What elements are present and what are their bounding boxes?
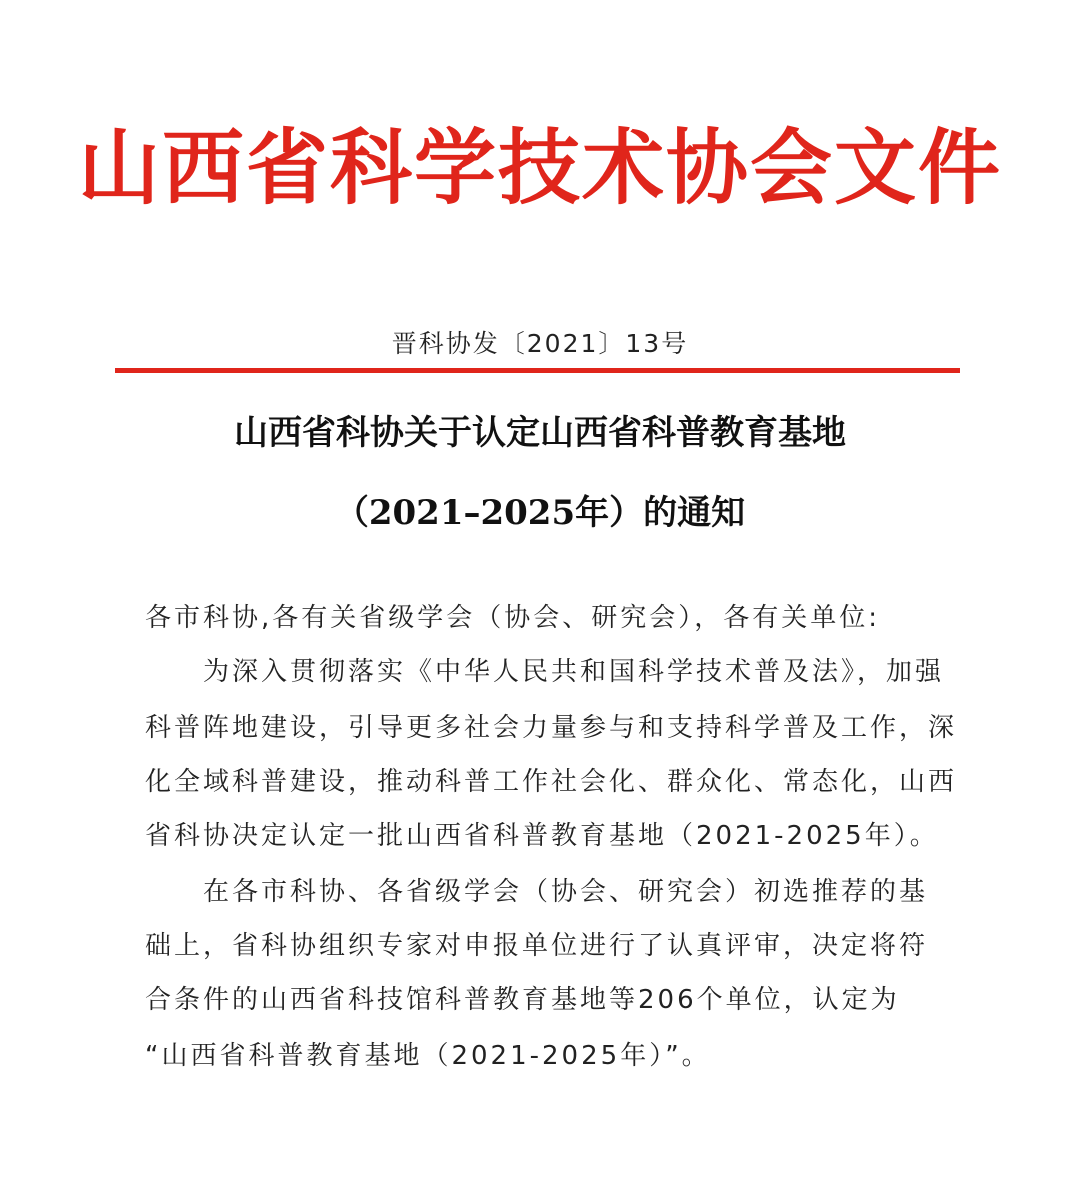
masthead-title: 山西省科学技术协会文件	[77, 120, 1002, 216]
notice-title-line-1: 山西省科协关于认定山西省科普教育基地	[234, 413, 846, 453]
paragraph-2-line-4: “山西省科普教育基地（2021-2025年）”。	[145, 1041, 711, 1071]
notice-title-line-2: （2021–2025年）的通知	[334, 493, 746, 533]
paragraph-2-line-3: 合条件的山西省科技馆科普教育基地等206个单位，认定为	[145, 985, 900, 1015]
paragraph-2-line-2: 础上，省科协组织专家对申报单位进行了认真评审，决定将符	[145, 931, 929, 961]
paragraph-1-line-3: 化全域科普建设，推动科普工作社会化、群众化、常态化，山西	[145, 767, 958, 797]
paragraph-2-line-1: 在各市科协、各省级学会（协会、研究会）初选推荐的基	[145, 877, 929, 907]
paragraph-1-line-4: 省科协决定认定一批山西省科普教育基地（2021-2025年）。	[145, 821, 939, 851]
red-divider-line	[115, 368, 960, 373]
paragraph-1-line-1: 为深入贯彻落实《中华人民共和国科学技术普及法》，加强	[145, 657, 945, 687]
paragraph-1-line-2: 科普阵地建设，引导更多社会力量参与和支持科学普及工作，深	[145, 713, 958, 743]
salutation: 各市科协,各有关省级学会（协会、研究会），各有关单位:	[145, 603, 881, 633]
document-number: 晋科协发〔2021〕13号	[391, 329, 689, 358]
